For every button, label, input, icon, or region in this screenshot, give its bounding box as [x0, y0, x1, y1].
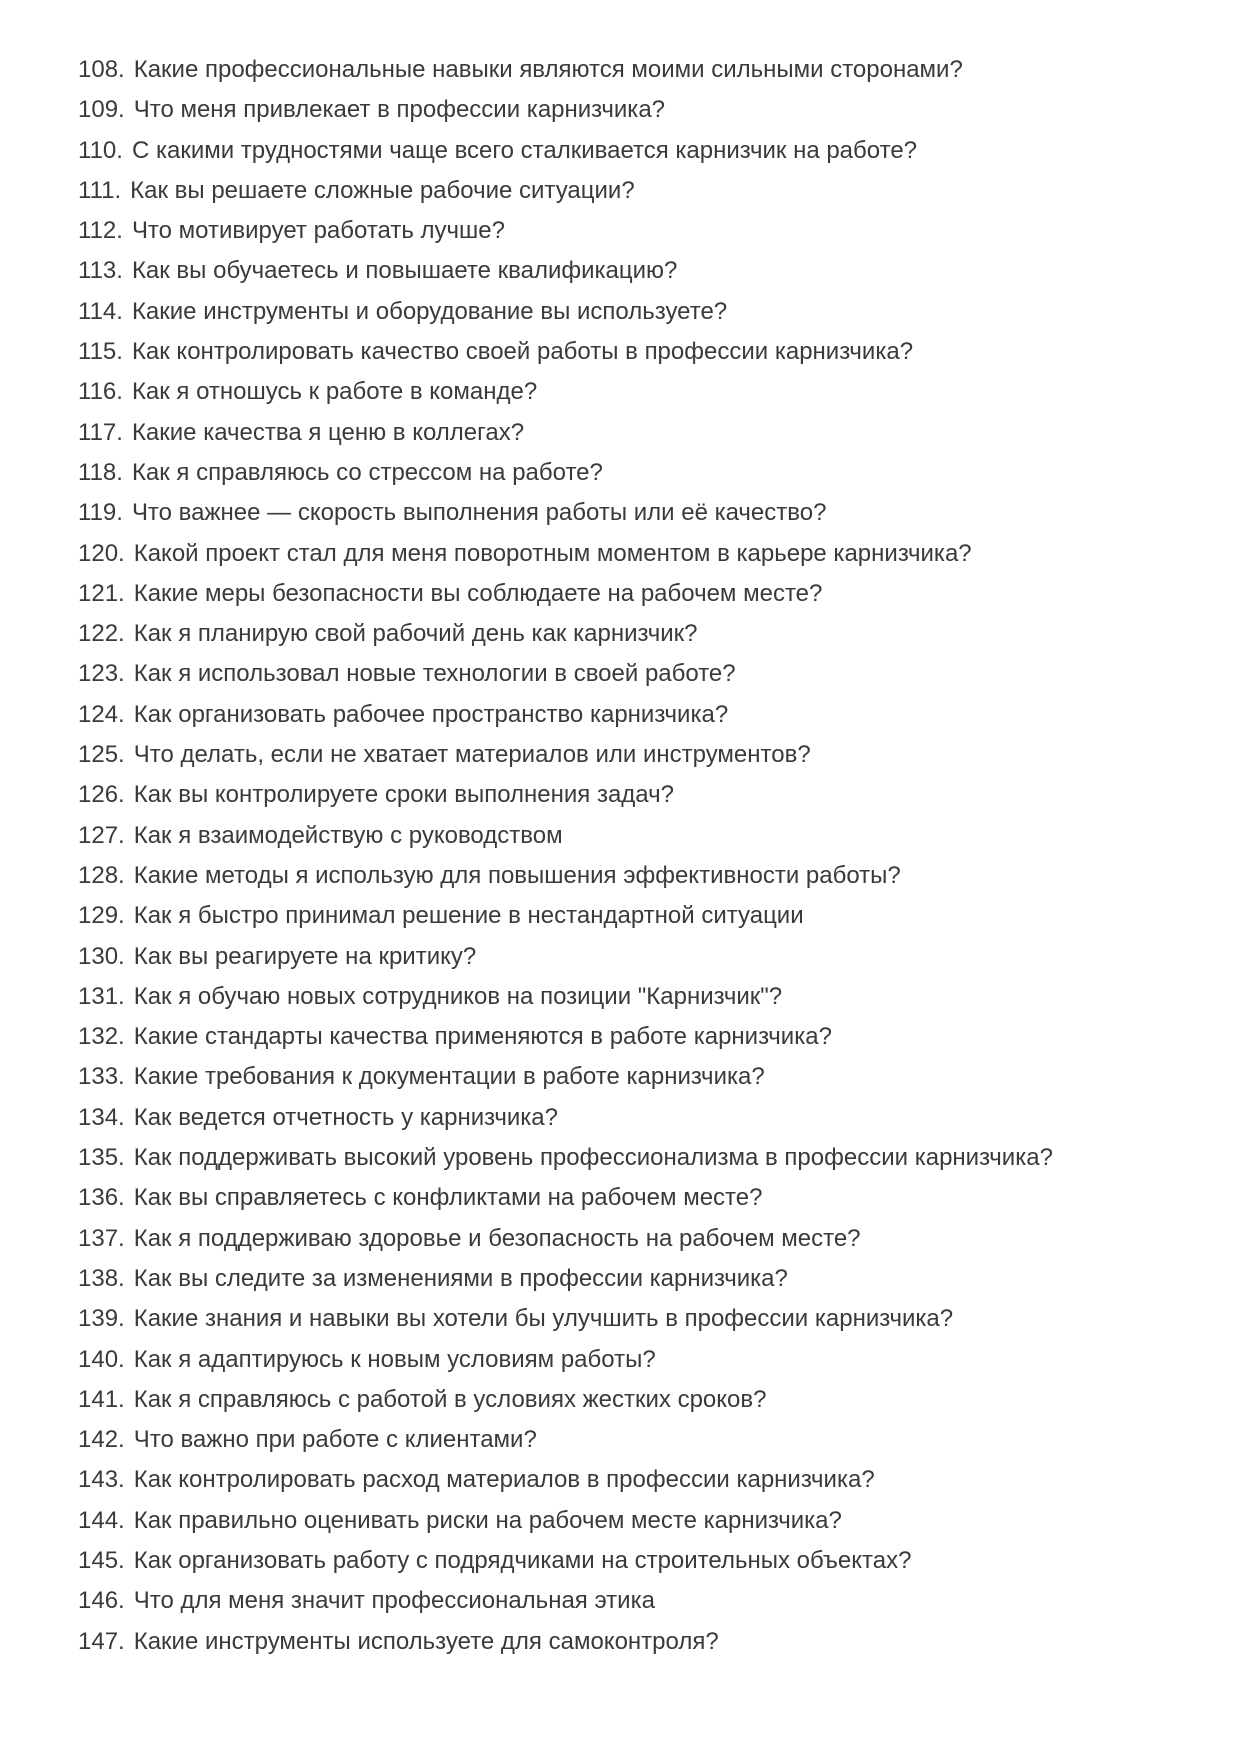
- question-number: 117.: [78, 418, 123, 446]
- question-text: Как я использовал новые технологии в своей работе?: [133, 660, 736, 688]
- question-text: Какие инструменты и оборудование вы используете?: [131, 297, 728, 325]
- question-number: 143.: [78, 1466, 125, 1494]
- question-number: 140.: [78, 1345, 125, 1373]
- question-number: 145.: [78, 1546, 125, 1574]
- question-text: Что делать, если не хватает материалов или инструментов?: [133, 741, 811, 769]
- question-text: Какие качества я ценю в коллегах?: [131, 418, 525, 446]
- question-item: [78, 1380, 1209, 1420]
- question-text: Что меня привлекает в профессии карнизчика?: [133, 96, 666, 124]
- question-item: [78, 1219, 1209, 1259]
- question-number: 144.: [78, 1506, 125, 1534]
- question-number: 128.: [78, 861, 125, 889]
- question-number: 132.: [78, 1023, 125, 1051]
- question-item: [78, 292, 1209, 332]
- question-text: Как поддерживать высокий уровень профессионализма в профессии карнизчика?: [133, 1144, 1053, 1172]
- question-item: [78, 211, 1209, 251]
- question-item: [78, 1057, 1209, 1097]
- question-item: [78, 413, 1209, 453]
- question-number: 124.: [78, 700, 125, 728]
- question-text: Как я обучаю новых сотрудников на позиции "Карнизчик"?: [133, 982, 783, 1010]
- question-text: Как я адаптируюсь к новым условиям работы?: [133, 1345, 656, 1373]
- question-text: Как я отношусь к работе в команде?: [131, 378, 538, 406]
- question-text: С какими трудностями чаще всего сталкивается карнизчик на работе?: [131, 136, 918, 164]
- question-text: Какие требования к документации в работе карнизчика?: [133, 1063, 765, 1091]
- question-item: [78, 1622, 1209, 1662]
- question-item: [78, 453, 1209, 493]
- question-text: Как я взаимодействую с руководством: [133, 821, 563, 849]
- question-item: [78, 896, 1209, 936]
- question-number: 141.: [78, 1385, 125, 1413]
- question-text: Как вы решаете сложные рабочие ситуации?: [130, 176, 635, 204]
- question-number: 111.: [78, 176, 122, 204]
- question-text: Как я планирую свой рабочий день как карнизчик?: [133, 620, 698, 648]
- question-text: Как организовать работу с подрядчиками на строительных объектах?: [133, 1546, 912, 1574]
- question-number: 110.: [78, 136, 123, 164]
- question-item: [78, 1138, 1209, 1178]
- question-text: Как вы реагируете на критику?: [133, 942, 477, 970]
- question-item: [78, 937, 1209, 977]
- question-number: 119.: [78, 499, 123, 527]
- question-text: Как контролировать качество своей работы в профессии карнизчика?: [131, 338, 914, 366]
- question-item: [78, 251, 1209, 291]
- question-number: 121.: [78, 579, 125, 607]
- question-number: 133.: [78, 1063, 125, 1091]
- question-item: [78, 654, 1209, 694]
- question-text: Какие инструменты используете для самоконтроля?: [133, 1627, 719, 1655]
- question-item: [78, 50, 1209, 90]
- question-item: [78, 1178, 1209, 1218]
- question-number: 120.: [78, 539, 125, 567]
- question-number: 118.: [78, 458, 123, 486]
- question-text: Как я поддерживаю здоровье и безопасность на рабочем месте?: [133, 1224, 861, 1252]
- question-number: 138.: [78, 1264, 125, 1292]
- question-item: [78, 1017, 1209, 1057]
- question-text: Какие методы я использую для повышения эффективности работы?: [133, 861, 901, 889]
- question-text: Как вы контролируете сроки выполнения задач?: [133, 781, 674, 809]
- question-number: 130.: [78, 942, 125, 970]
- question-item: [78, 1501, 1209, 1541]
- question-text: Как правильно оценивать риски на рабочем месте карнизчика?: [133, 1506, 842, 1534]
- question-item: [78, 735, 1209, 775]
- question-number: 136.: [78, 1184, 125, 1212]
- question-item: [78, 1581, 1209, 1621]
- question-item: [78, 1299, 1209, 1339]
- question-text: Как я справляюсь с работой в условиях жестких сроков?: [133, 1385, 767, 1413]
- question-item: [78, 1340, 1209, 1380]
- question-text: Какие профессиональные навыки являются моими сильными сторонами?: [133, 56, 963, 83]
- question-item: [78, 614, 1209, 654]
- question-number: 147.: [78, 1627, 125, 1655]
- question-text: Что важно при работе с клиентами?: [133, 1426, 537, 1454]
- question-number: 109.: [78, 96, 125, 124]
- question-text: Что для меня значит профессиональная этика: [133, 1587, 655, 1615]
- question-number: 134.: [78, 1103, 125, 1131]
- question-text: Как вы справляетесь с конфликтами на рабочем месте?: [133, 1184, 763, 1212]
- question-text: Какие меры безопасности вы соблюдаете на рабочем месте?: [133, 579, 823, 607]
- question-number: 146.: [78, 1587, 125, 1615]
- question-item: [78, 1420, 1209, 1460]
- question-item: [78, 372, 1209, 412]
- question-number: 116.: [78, 378, 123, 406]
- question-number: 114.: [78, 297, 123, 325]
- question-number: 131.: [78, 982, 125, 1010]
- question-item: [78, 534, 1209, 574]
- question-text: Как вы обучаетесь и повышаете квалификацию?: [131, 257, 678, 285]
- question-item: [78, 977, 1209, 1017]
- question-item: [78, 1541, 1209, 1581]
- question-number: 115.: [78, 338, 123, 366]
- question-number: 125.: [78, 741, 125, 769]
- question-number: 126.: [78, 781, 125, 809]
- question-item: [78, 695, 1209, 735]
- question-number: 108.: [78, 56, 125, 83]
- question-item: [78, 574, 1209, 614]
- question-item: [78, 775, 1209, 815]
- question-number: 122.: [78, 620, 125, 648]
- question-item: [78, 90, 1209, 130]
- question-list: [78, 50, 1209, 1662]
- question-text: Как я справляюсь со стрессом на работе?: [131, 458, 603, 486]
- question-text: Как организовать рабочее пространство карнизчика?: [133, 700, 729, 728]
- question-number: 113.: [78, 257, 123, 285]
- question-text: Как контролировать расход материалов в профессии карнизчика?: [133, 1466, 875, 1494]
- question-number: 112.: [78, 217, 123, 245]
- question-number: 142.: [78, 1426, 125, 1454]
- question-text: Что важнее — скорость выполнения работы или её качество?: [131, 499, 827, 527]
- question-item: [78, 131, 1209, 171]
- question-item: [78, 816, 1209, 856]
- question-text: Какие стандарты качества применяются в работе карнизчика?: [133, 1023, 832, 1051]
- question-item: [78, 493, 1209, 533]
- question-item: [78, 1259, 1209, 1299]
- question-item: [78, 856, 1209, 896]
- question-text: Какой проект стал для меня поворотным моментом в карьере карнизчика?: [133, 539, 972, 567]
- question-number: 123.: [78, 660, 125, 688]
- question-item: [78, 1460, 1209, 1500]
- question-text: Как я быстро принимал решение в нестандартной ситуации: [133, 902, 804, 930]
- question-number: 139.: [78, 1305, 125, 1333]
- question-number: 127.: [78, 821, 125, 849]
- question-item: [78, 1098, 1209, 1138]
- question-text: Что мотивирует работать лучше?: [131, 217, 505, 245]
- question-number: 135.: [78, 1144, 125, 1172]
- question-number: 137.: [78, 1224, 125, 1252]
- question-text: Как вы следите за изменениями в профессии карнизчика?: [133, 1264, 788, 1292]
- question-item: [78, 332, 1209, 372]
- question-text: Какие знания и навыки вы хотели бы улучшить в профессии карнизчика?: [133, 1305, 954, 1333]
- question-item: [78, 171, 1209, 211]
- question-text: Как ведется отчетность у карнизчика?: [133, 1103, 558, 1131]
- question-number: 129.: [78, 902, 125, 930]
